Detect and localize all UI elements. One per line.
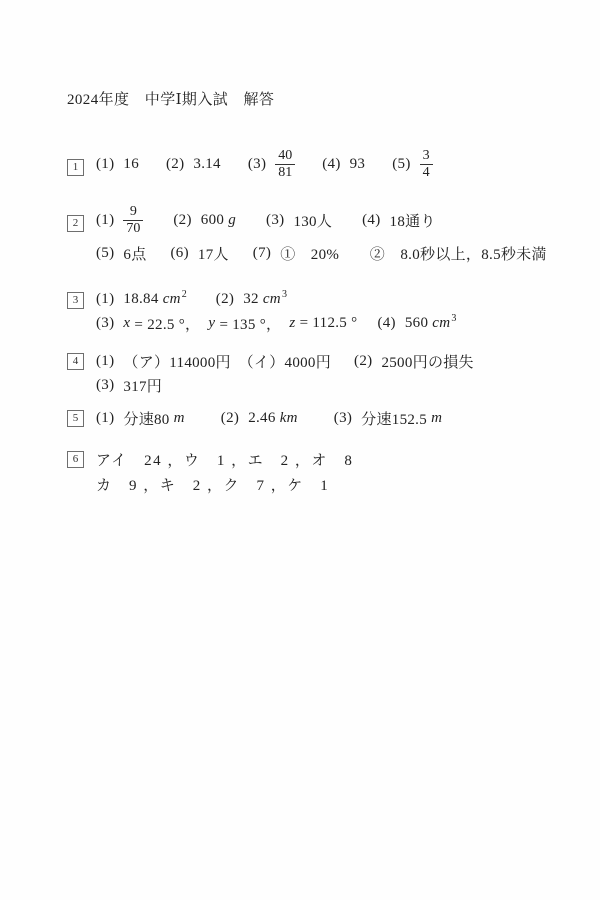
answer-item (221, 410, 298, 427)
fraction-denominator: 81 (275, 164, 295, 181)
problem-4 (67, 351, 474, 396)
fraction-denominator: 4 (420, 164, 433, 181)
answer-label: (2) (173, 212, 192, 229)
math-variable: z (289, 315, 296, 331)
answer-value: 32 (243, 291, 263, 307)
problem-3-line-2 (96, 313, 456, 334)
answer-item (96, 449, 353, 470)
answer-value: （ア）114000円 （イ）4000円 (123, 355, 332, 371)
answer-value: = 22.5 °， (130, 317, 209, 333)
problem-6-line-2 (96, 474, 353, 495)
fraction (420, 148, 433, 181)
answer-unit: cm (432, 315, 451, 331)
problem-2-content (96, 204, 547, 264)
math-variable: x (123, 315, 131, 331)
answer-item (322, 156, 365, 173)
answer-value: 3.14 (193, 156, 221, 173)
fraction-numerator: 3 (422, 148, 430, 163)
answer-item (166, 156, 221, 173)
problem-1-number-box: 1 (67, 159, 84, 176)
answer-value: 600 (200, 212, 229, 229)
answer-label: (2) (220, 410, 240, 426)
answer-label: (1) (96, 291, 115, 307)
problem-2-line-1 (96, 204, 547, 237)
fraction-numerator: 9 (129, 204, 137, 219)
answer-item (96, 375, 162, 396)
answer-item (266, 210, 332, 231)
answer-label: (5) (96, 245, 115, 262)
answer-value: 16 (123, 156, 139, 173)
problem-5 (67, 408, 442, 429)
problem-3-number-box: 3 (67, 292, 84, 309)
answer-label: (7) (252, 245, 272, 262)
answer-unit: cm (162, 291, 181, 307)
answer-value: 130人 (293, 214, 333, 231)
problem-5-line-1 (96, 408, 442, 429)
fraction-denominator: 70 (123, 220, 143, 237)
problem-3-content (96, 290, 456, 334)
answer-item (377, 315, 456, 332)
problem-2-line-2 (96, 243, 547, 264)
answer-item (362, 210, 436, 231)
answer-item (253, 243, 547, 264)
fraction (275, 148, 295, 181)
problem-2 (67, 204, 547, 264)
fraction (123, 204, 143, 237)
answer-item (171, 243, 229, 264)
answer-value: 17人 (197, 247, 229, 264)
answer-unit: m (173, 410, 185, 426)
answer-label: (1) (96, 212, 115, 229)
problem-4-content (96, 351, 474, 396)
answer-label: (1) (96, 353, 115, 369)
problem-1-line-1 (96, 148, 433, 181)
answer-item (354, 351, 474, 372)
answer-label: (3) (96, 377, 115, 393)
answer-value: 分速80 (123, 412, 174, 428)
fraction-numerator: 40 (278, 148, 293, 163)
answer-item (248, 148, 295, 181)
answer-item (334, 408, 442, 429)
problem-4-line-2 (96, 375, 474, 396)
answer-label: (4) (362, 212, 381, 229)
answer-value: 2.46 (248, 410, 280, 426)
answer-item (96, 291, 187, 308)
answer-label: (3) (96, 315, 115, 331)
answer-label: (4) (322, 156, 341, 173)
answer-value: アイ 24 ，ウ 1 ，エ 2 ，オ 8 (96, 453, 354, 469)
answer-value: 6点 (123, 247, 147, 264)
answer-value: 分速152.5 (361, 412, 432, 428)
answer-value: = 135 °， (215, 317, 290, 333)
answer-unit: g (228, 212, 237, 229)
problem-6-content (96, 449, 353, 495)
answer-value: 2500円の損失 (381, 355, 474, 371)
answer-label: (5) (392, 156, 411, 173)
page-title: 2024年度 中学Ⅰ期入試 解答 (67, 92, 275, 108)
problem-6 (67, 449, 353, 495)
problem-6-number-box: 6 (67, 451, 84, 468)
problem-4-number-box: 4 (67, 353, 84, 370)
answer-item (96, 243, 147, 264)
answer-label: (3) (266, 212, 285, 229)
answer-item (96, 204, 143, 237)
answer-label: (3) (247, 156, 267, 173)
answer-label: (1) (96, 410, 115, 426)
answer-value: = 112.5 ° (295, 315, 358, 331)
problem-6-line-1 (96, 449, 353, 470)
exponent: 3 (281, 289, 287, 300)
problem-1-content (96, 148, 433, 181)
answer-item (216, 291, 287, 308)
answer-item (173, 212, 236, 229)
answer-value: 560 (404, 315, 433, 331)
problem-5-number-box: 5 (67, 410, 84, 427)
answer-value: ① 20% ② 8.0秒以上，8.5秒未満 (280, 247, 547, 264)
problem-4-line-1 (96, 351, 474, 372)
exponent: 3 (451, 313, 457, 324)
answer-value: 317円 (123, 379, 163, 395)
answer-value: 18.84 (123, 291, 163, 307)
problem-1 (67, 148, 433, 181)
answer-value: カ 9 ，キ 2 ，ク 7 ，ケ 1 (96, 478, 330, 494)
problem-3-line-1 (96, 290, 456, 309)
problem-3 (67, 290, 456, 334)
answer-unit: m (431, 410, 443, 426)
answer-item (96, 351, 331, 372)
answer-unit: cm (262, 291, 281, 307)
problem-2-number-box: 2 (67, 215, 84, 232)
answer-label: (3) (333, 410, 353, 426)
answer-item (96, 313, 357, 334)
answer-label: (4) (377, 315, 396, 331)
answer-label: (2) (215, 291, 235, 307)
answer-value: 93 (349, 156, 366, 173)
math-variable: y (208, 315, 216, 331)
answer-label: (6) (170, 245, 189, 262)
answer-label: (2) (166, 156, 185, 173)
answer-item (96, 408, 185, 429)
answer-label: (2) (354, 353, 373, 369)
answer-label: (1) (96, 156, 115, 173)
answer-value: 18通り (389, 214, 436, 231)
answer-item (96, 156, 139, 173)
exponent: 2 (181, 289, 187, 300)
answer-item (392, 148, 432, 181)
problem-5-content (96, 408, 442, 429)
answer-unit: km (279, 410, 298, 426)
answer-item (96, 474, 329, 495)
